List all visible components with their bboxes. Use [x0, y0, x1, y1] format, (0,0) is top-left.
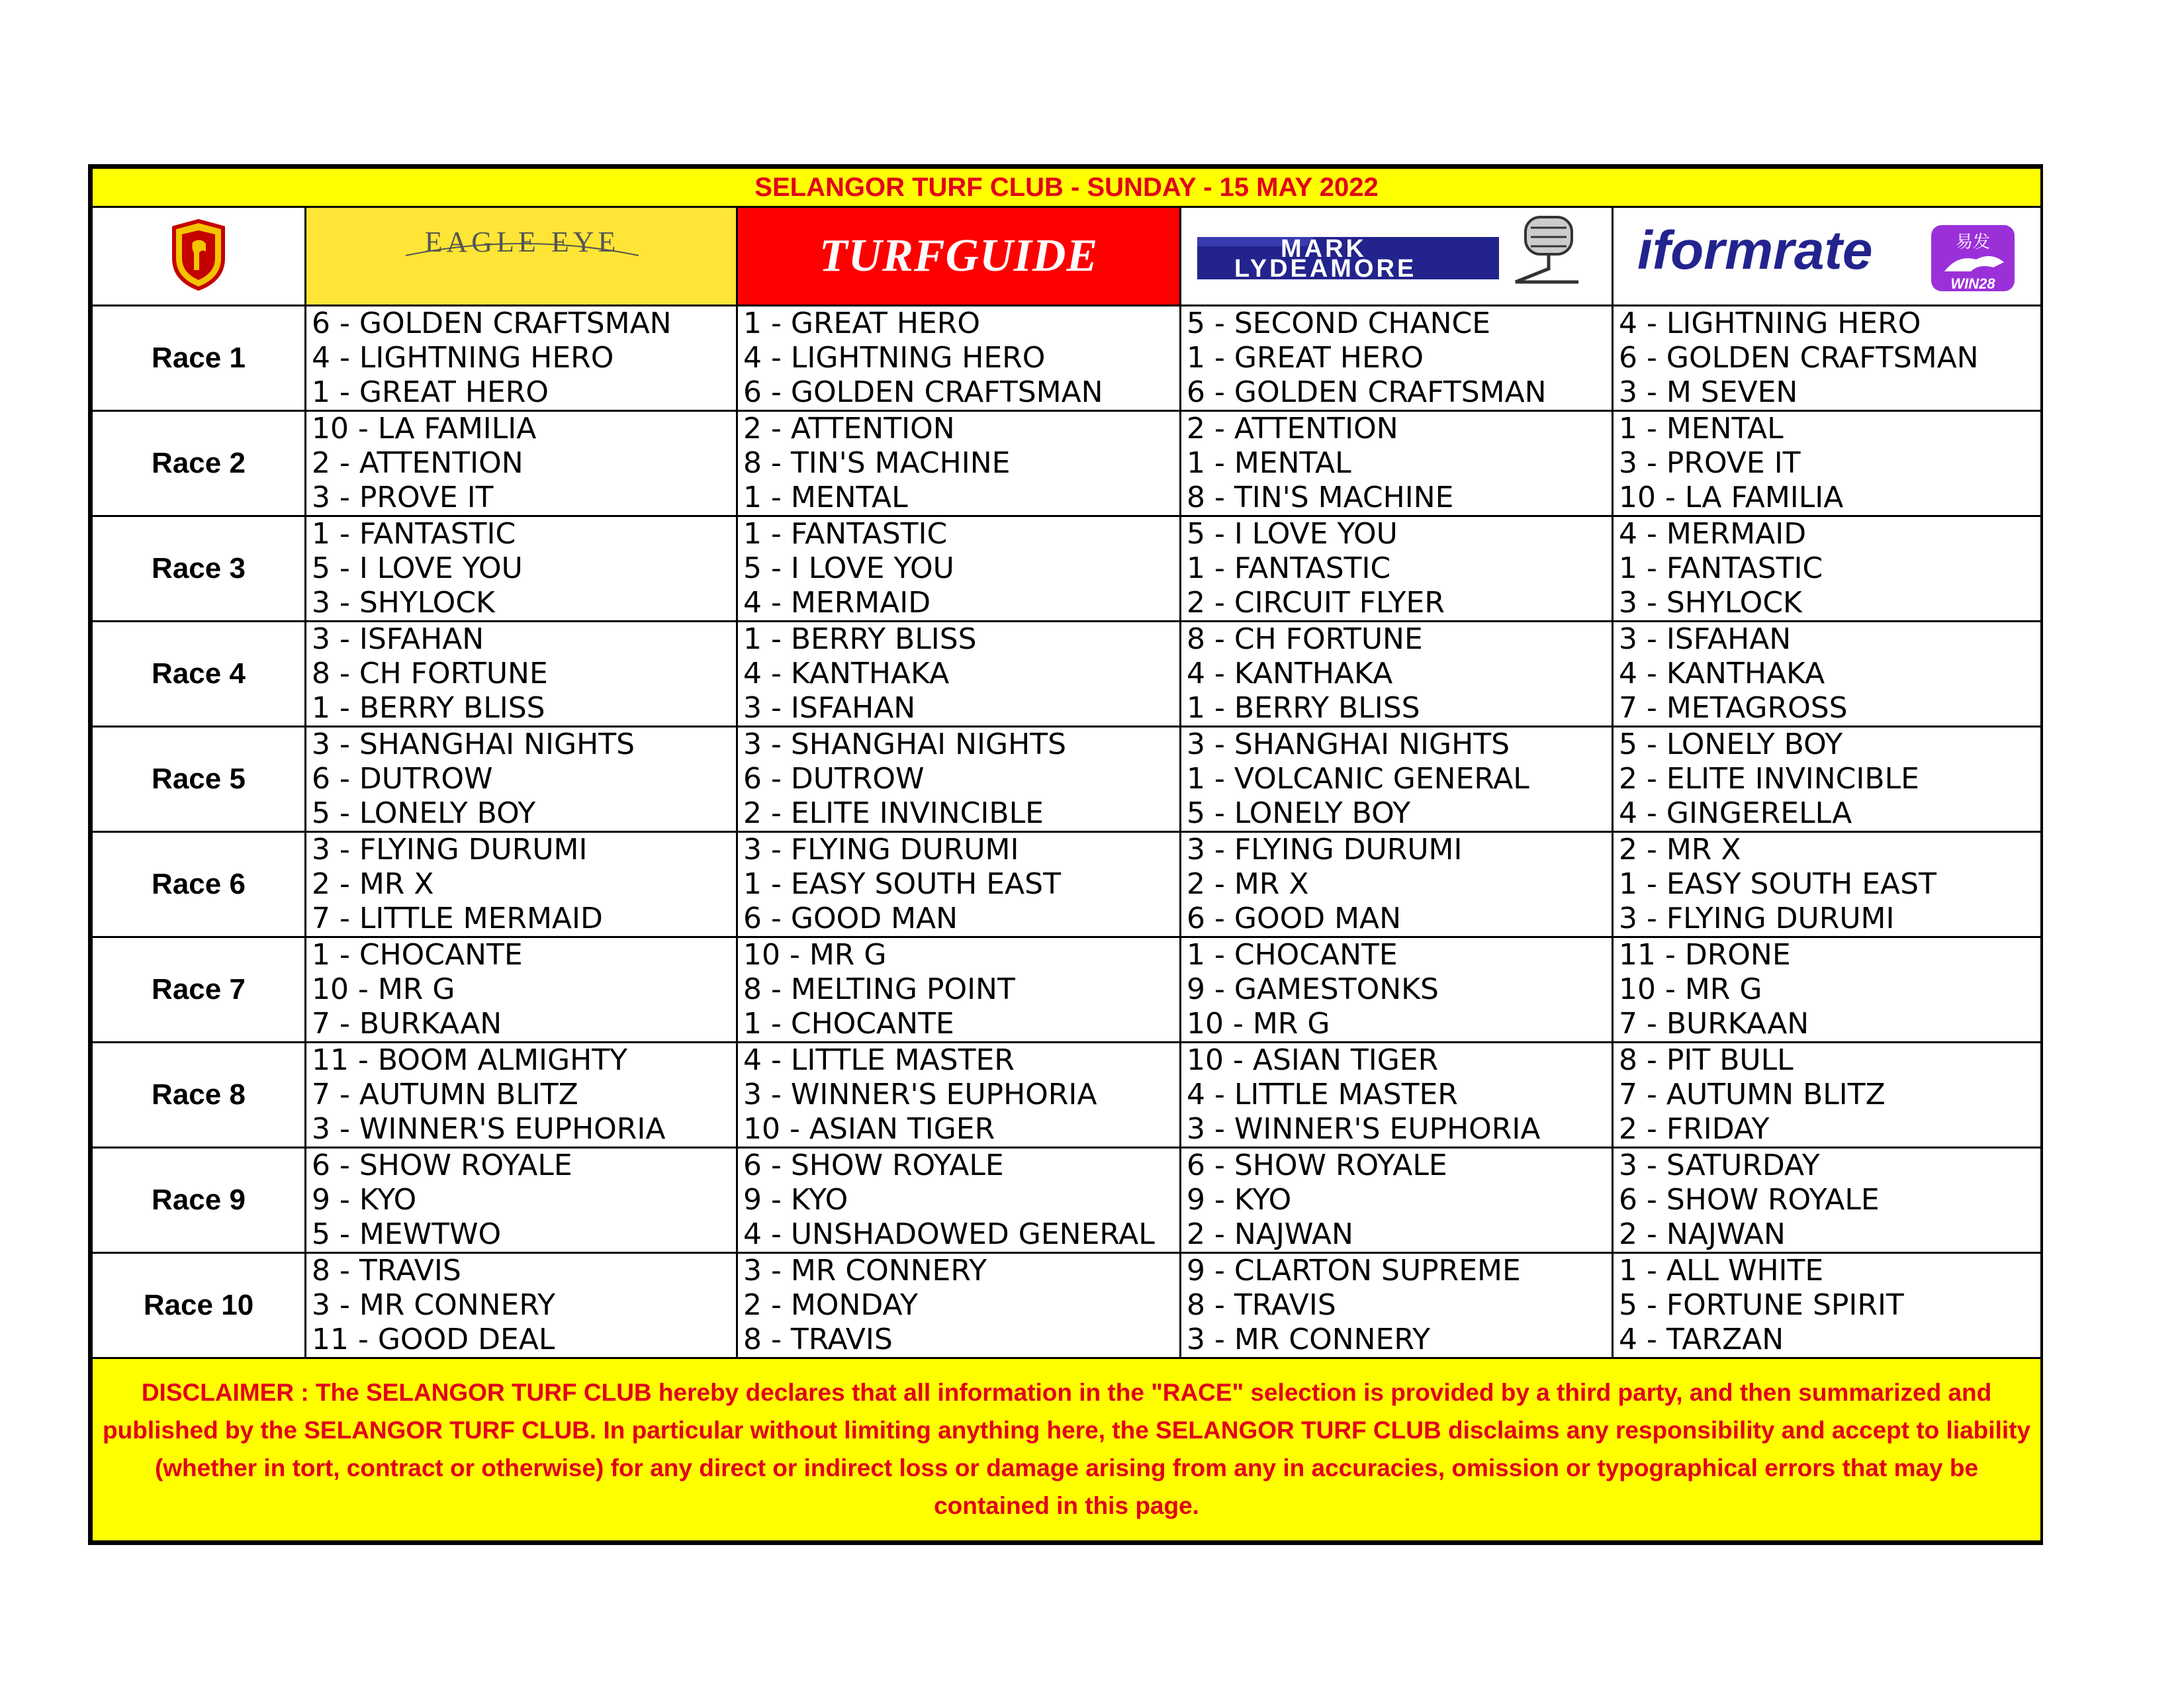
- tipster-picks-cell: [1181, 727, 1613, 832]
- horse-pick: 3 - SATURDAY: [1619, 1149, 1820, 1182]
- horse-pick: 10 - ASIAN TIGER: [1187, 1043, 1439, 1077]
- horse-pick: 6 - GOOD MAN: [743, 902, 958, 935]
- race-label: Race 4: [92, 622, 306, 727]
- tipster-picks-cell: [737, 1043, 1181, 1148]
- horse-pick: 4 - LIGHTNING HERO: [1619, 306, 1921, 340]
- horse-pick: 1 - GREAT HERO: [1187, 341, 1424, 375]
- tipster-picks-cell: [306, 306, 737, 411]
- iformrate-logo-cell: [1613, 207, 2042, 306]
- tipster-picks-cell: [306, 727, 737, 832]
- tipster-picks-cell: [1613, 832, 2042, 937]
- horse-pick: 6 - GOLDEN CRAFTSMAN: [743, 375, 1103, 409]
- tipster-picks-cell: [1181, 306, 1613, 411]
- horse-pick: 1 - MENTAL: [743, 481, 908, 514]
- tipster-picks-cell: [1181, 622, 1613, 727]
- eagle-eye-logo: [306, 208, 738, 305]
- horse-pick: 9 - CLARTON SUPREME: [1187, 1254, 1521, 1288]
- tipster-picks-cell: [306, 1043, 737, 1148]
- horse-pick: 8 - CH FORTUNE: [312, 657, 548, 690]
- horse-pick: 2 - NAJWAN: [1187, 1217, 1353, 1251]
- horse-pick: 3 - FLYING DURUMI: [1619, 902, 1895, 935]
- tipster-picks-cell: [1181, 411, 1613, 516]
- horse-pick: 10 - MR G: [1619, 972, 1762, 1006]
- horse-pick: 1 - FANTASTIC: [1619, 551, 1823, 585]
- horse-pick: 3 - MR CONNERY: [312, 1288, 555, 1322]
- tipster-picks-cell: [1613, 727, 2042, 832]
- horse-pick: 9 - GAMESTONKS: [1187, 972, 1439, 1006]
- horse-pick: 4 - TARZAN: [1619, 1323, 1784, 1356]
- horse-pick: 3 - M SEVEN: [1619, 375, 1798, 409]
- race-row: [92, 1148, 2042, 1253]
- horse-pick: 3 - ISFAHAN: [743, 691, 916, 725]
- horse-pick: 1 - CHOCANTE: [312, 938, 523, 972]
- horse-pick: 7 - BURKAAN: [312, 1007, 502, 1041]
- horse-pick: 5 - LONELY BOY: [1619, 727, 1843, 761]
- horse-pick: 3 - PROVE IT: [1619, 446, 1801, 480]
- page-title: SELANGOR TURF CLUB - SUNDAY - 15 MAY 2022: [92, 168, 2042, 207]
- horse-pick: 8 - TIN'S MACHINE: [743, 446, 1011, 480]
- horse-pick: 3 - MR CONNERY: [1187, 1323, 1430, 1356]
- race-label: Race 5: [92, 727, 306, 832]
- horse-pick: 1 - GREAT HERO: [743, 306, 980, 340]
- tipster-picks-cell: [737, 306, 1181, 411]
- horse-pick: 3 - SHYLOCK: [1619, 586, 1802, 620]
- horse-pick: 2 - MR X: [1619, 833, 1741, 867]
- race-label: Race 3: [92, 516, 306, 622]
- race-label: Race 8: [92, 1043, 306, 1148]
- horse-pick: 1 - FANTASTIC: [743, 517, 948, 551]
- horse-pick: 8 - MELTING POINT: [743, 972, 1015, 1006]
- horse-pick: 8 - TIN'S MACHINE: [1187, 481, 1454, 514]
- race-row: [92, 727, 2042, 832]
- mark-lydeamore-logo: [1181, 208, 1614, 305]
- turfguide-logo-cell: [737, 207, 1181, 306]
- tipster-picks-cell: [1613, 1253, 2042, 1358]
- horse-pick: 4 - KANTHAKA: [1619, 657, 1825, 690]
- horse-pick: 1 - BERRY BLISS: [743, 622, 977, 656]
- race-row: [92, 937, 2042, 1043]
- horse-pick: 6 - SHOW ROYALE: [312, 1149, 572, 1182]
- horse-pick: 4 - MERMAID: [1619, 517, 1807, 551]
- horse-pick: 2 - ELITE INVINCIBLE: [743, 796, 1044, 830]
- horse-pick: 6 - DUTROW: [312, 762, 493, 796]
- horse-pick: 5 - I LOVE YOU: [743, 551, 954, 585]
- horse-pick: 2 - ATTENTION: [743, 412, 955, 445]
- horse-pick: 11 - GOOD DEAL: [312, 1323, 555, 1356]
- tipster-picks-cell: [1181, 1253, 1613, 1358]
- horse-pick: 7 - AUTUMN BLITZ: [1619, 1078, 1886, 1111]
- tipster-picks-cell: [737, 622, 1181, 727]
- disclaimer: [92, 1358, 2042, 1542]
- horse-pick: 3 - WINNER'S EUPHORIA: [1187, 1112, 1541, 1146]
- horse-pick: 4 - GINGERELLA: [1619, 796, 1852, 830]
- tipster-picks-cell: [737, 937, 1181, 1043]
- turfguide-wordmark: TURFGUIDE: [819, 230, 1099, 281]
- horse-pick: 8 - PIT BULL: [1619, 1043, 1794, 1077]
- horse-pick: 10 - LA FAMILIA: [1619, 481, 1844, 514]
- tipster-picks-cell: [1613, 622, 2042, 727]
- horse-pick: 8 - TRAVIS: [743, 1323, 893, 1356]
- tipster-picks-cell: [1181, 937, 1613, 1043]
- tipster-picks-cell: [306, 516, 737, 622]
- horse-pick: 3 - SHYLOCK: [312, 586, 495, 620]
- horse-pick: 3 - FLYING DURUMI: [1187, 833, 1463, 867]
- horse-pick: 10 - MR G: [743, 938, 887, 972]
- horse-pick: 1 - MENTAL: [1619, 412, 1784, 445]
- microphone-icon: [1516, 217, 1578, 282]
- horse-pick: 6 - SHOW ROYALE: [1187, 1149, 1447, 1182]
- horse-pick: 4 - MERMAID: [743, 586, 931, 620]
- horse-pick: 8 - TRAVIS: [1187, 1288, 1336, 1322]
- race-label: Race 6: [92, 832, 306, 937]
- tipster-picks-cell: [737, 727, 1181, 832]
- horse-pick: 5 - FORTUNE SPIRIT: [1619, 1288, 1904, 1322]
- horse-pick: 2 - FRIDAY: [1619, 1112, 1770, 1146]
- horse-pick: 4 - LITTLE MASTER: [1187, 1078, 1458, 1111]
- horse-pick: 7 - LITTLE MERMAID: [312, 902, 603, 935]
- tipster-picks-cell: [737, 411, 1181, 516]
- horse-pick: 1 - BERRY BLISS: [312, 691, 545, 725]
- horse-pick: 4 - UNSHADOWED GENERAL: [743, 1217, 1155, 1251]
- tipster-picks-cell: [1181, 832, 1613, 937]
- iformrate-wordmark: iformrate: [1637, 220, 1873, 281]
- horse-pick: 4 - LITTLE MASTER: [743, 1043, 1015, 1077]
- horse-pick: 6 - GOOD MAN: [1187, 902, 1402, 935]
- horse-pick: 10 - MR G: [1187, 1007, 1330, 1041]
- horse-pick: 1 - BERRY BLISS: [1187, 691, 1420, 725]
- tipster-logo-row: [92, 207, 2042, 306]
- horse-pick: 7 - BURKAAN: [1619, 1007, 1809, 1041]
- tipster-picks-cell: [1613, 1043, 2042, 1148]
- horse-pick: 3 - PROVE IT: [312, 481, 494, 514]
- horse-pick: 5 - LONELY BOY: [312, 796, 536, 830]
- horse-pick: 1 - CHOCANTE: [1187, 938, 1398, 972]
- disclaimer-line: (whether in tort, contract or otherwise) for any direct or indirect loss or damage arising from any in accuracies, omission or typographical errors that may be: [154, 1454, 1979, 1481]
- disclaimer-row: [92, 1358, 2042, 1542]
- horse-pick: 3 - WINNER'S EUPHORIA: [743, 1078, 1097, 1111]
- horse-pick: 3 - ISFAHAN: [1619, 622, 1792, 656]
- stc-crest-logo-icon: [169, 218, 228, 291]
- horse-pick: 3 - SHANGHAI NIGHTS: [312, 727, 635, 761]
- eagle-eye-wordmark: EAGLE EYE: [424, 226, 620, 258]
- tipster-picks-cell: [306, 411, 737, 516]
- horse-pick: 3 - MR CONNERY: [743, 1254, 987, 1288]
- horse-pick: 1 - ALL WHITE: [1619, 1254, 1824, 1288]
- horse-pick: 10 - LA FAMILIA: [312, 412, 537, 445]
- horse-pick: 7 - METAGROSS: [1619, 691, 1848, 725]
- tipster-picks-cell: [737, 516, 1181, 622]
- mark-wordmark-line2: LYDEAMORE: [1234, 255, 1417, 283]
- horse-pick: 5 - MEWTWO: [312, 1217, 502, 1251]
- horse-pick: 1 - FANTASTIC: [1187, 551, 1391, 585]
- horse-pick: 1 - FANTASTIC: [312, 517, 516, 551]
- horse-pick: 6 - GOLDEN CRAFTSMAN: [1619, 341, 1979, 375]
- win28-chinese-text: 易发: [1955, 232, 1991, 252]
- horse-pick: 2 - ATTENTION: [312, 446, 523, 480]
- horse-pick: 3 - SHANGHAI NIGHTS: [743, 727, 1066, 761]
- race-label: Race 9: [92, 1148, 306, 1253]
- race-row: [92, 1253, 2042, 1358]
- horse-pick: 4 - KANTHAKA: [743, 657, 950, 690]
- horse-pick: 2 - CIRCUIT FLYER: [1187, 586, 1445, 620]
- horse-pick: 3 - SHANGHAI NIGHTS: [1187, 727, 1510, 761]
- horse-pick: 5 - SECOND CHANCE: [1187, 306, 1491, 340]
- horse-pick: 6 - GOLDEN CRAFTSMAN: [1187, 375, 1547, 409]
- horse-pick: 3 - WINNER'S EUPHORIA: [312, 1112, 666, 1146]
- win28-text: WIN28: [1950, 275, 1995, 292]
- horse-pick: 1 - VOLCANIC GENERAL: [1187, 762, 1529, 796]
- mark-wordmark-line1: MARK: [1281, 235, 1367, 263]
- tipster-picks-cell: [737, 832, 1181, 937]
- horse-pick: 8 - TRAVIS: [312, 1254, 461, 1288]
- tipster-picks-cell: [1613, 937, 2042, 1043]
- disclaimer-line: DISCLAIMER : The SELANGOR TURF CLUB hereby declares that all information in the "RACE" selection is provided by a third party, and then summarized and: [141, 1379, 1992, 1406]
- horse-pick: 2 - MONDAY: [743, 1288, 919, 1322]
- horse-pick: 3 - FLYING DURUMI: [743, 833, 1019, 867]
- horse-pick: 1 - EASY SOUTH EAST: [1619, 867, 1936, 901]
- horse-pick: 1 - GREAT HERO: [312, 375, 549, 409]
- horse-pick: 6 - SHOW ROYALE: [743, 1149, 1004, 1182]
- tipster-picks-cell: [306, 937, 737, 1043]
- tipster-picks-cell: [1613, 516, 2042, 622]
- race-row: [92, 516, 2042, 622]
- iformrate-logo: [1614, 208, 2042, 305]
- race-row: [92, 622, 2042, 727]
- horse-pick: 1 - CHOCANTE: [743, 1007, 954, 1041]
- horse-pick: 2 - MR X: [312, 867, 434, 901]
- horse-pick: 3 - ISFAHAN: [312, 622, 484, 656]
- horse-pick: 5 - LONELY BOY: [1187, 796, 1411, 830]
- race-row: [92, 1043, 2042, 1148]
- horse-pick: 2 - MR X: [1187, 867, 1309, 901]
- horse-pick: 2 - NAJWAN: [1619, 1217, 1786, 1251]
- horse-pick: 6 - SHOW ROYALE: [1619, 1183, 1880, 1217]
- tipster-picks-cell: [306, 622, 737, 727]
- horse-pick: 2 - ATTENTION: [1187, 412, 1398, 445]
- horse-pick: 1 - EASY SOUTH EAST: [743, 867, 1061, 901]
- horse-pick: 6 - DUTROW: [743, 762, 925, 796]
- horse-pick: 9 - KYO: [743, 1183, 848, 1217]
- race-label: Race 2: [92, 411, 306, 516]
- tipster-picks-cell: [1181, 1043, 1613, 1148]
- horse-pick: 11 - DRONE: [1619, 938, 1791, 972]
- tipster-picks-cell: [1613, 306, 2042, 411]
- horse-pick: 5 - I LOVE YOU: [1187, 517, 1398, 551]
- horse-pick: 10 - MR G: [312, 972, 455, 1006]
- title-row: [92, 168, 2042, 207]
- horse-pick: 9 - KYO: [1187, 1183, 1292, 1217]
- horse-pick: 4 - LIGHTNING HERO: [743, 341, 1046, 375]
- race-label: Race 10: [92, 1253, 306, 1358]
- disclaimer-line: published by the SELANGOR TURF CLUB. In particular without limiting anything here, the SELANGOR TURF CLUB disclaims any responsibility and accept to liability: [103, 1417, 2031, 1444]
- tipster-picks-cell: [306, 832, 737, 937]
- horse-pick: 8 - CH FORTUNE: [1187, 622, 1423, 656]
- tipster-picks-cell: [1613, 411, 2042, 516]
- race-label: Race 1: [92, 306, 306, 411]
- disclaimer-line: contained in this page.: [934, 1492, 1199, 1519]
- horse-pick: 10 - ASIAN TIGER: [743, 1112, 995, 1146]
- race-row: [92, 832, 2042, 937]
- tipster-picks-cell: [306, 1253, 737, 1358]
- horse-pick: 7 - AUTUMN BLITZ: [312, 1078, 578, 1111]
- mark-lydeamore-logo-cell: [1181, 207, 1613, 306]
- horse-pick: 5 - I LOVE YOU: [312, 551, 523, 585]
- horse-pick: 11 - BOOM ALMIGHTY: [312, 1043, 627, 1077]
- race-row: [92, 411, 2042, 516]
- horse-pick: 3 - FLYING DURUMI: [312, 833, 588, 867]
- horse-pick: 9 - KYO: [312, 1183, 417, 1217]
- race-tips-table: [91, 167, 2042, 1542]
- race-label: Race 7: [92, 937, 306, 1043]
- stc-logo-cell: [92, 207, 306, 306]
- horse-pick: 4 - KANTHAKA: [1187, 657, 1393, 690]
- race-tips-sheet: [88, 164, 2043, 1545]
- tipster-picks-cell: [306, 1148, 737, 1253]
- tipster-picks-cell: [1613, 1148, 2042, 1253]
- eagle-eye-logo-cell: [306, 207, 737, 306]
- horse-pick: 4 - LIGHTNING HERO: [312, 341, 614, 375]
- tipster-picks-cell: [1181, 516, 1613, 622]
- tipster-picks-cell: [737, 1253, 1181, 1358]
- race-row: [92, 306, 2042, 411]
- tipster-picks-cell: [737, 1148, 1181, 1253]
- tipster-picks-cell: [1181, 1148, 1613, 1253]
- horse-pick: 2 - ELITE INVINCIBLE: [1619, 762, 1919, 796]
- horse-pick: 6 - GOLDEN CRAFTSMAN: [312, 306, 672, 340]
- horse-pick: 1 - MENTAL: [1187, 446, 1351, 480]
